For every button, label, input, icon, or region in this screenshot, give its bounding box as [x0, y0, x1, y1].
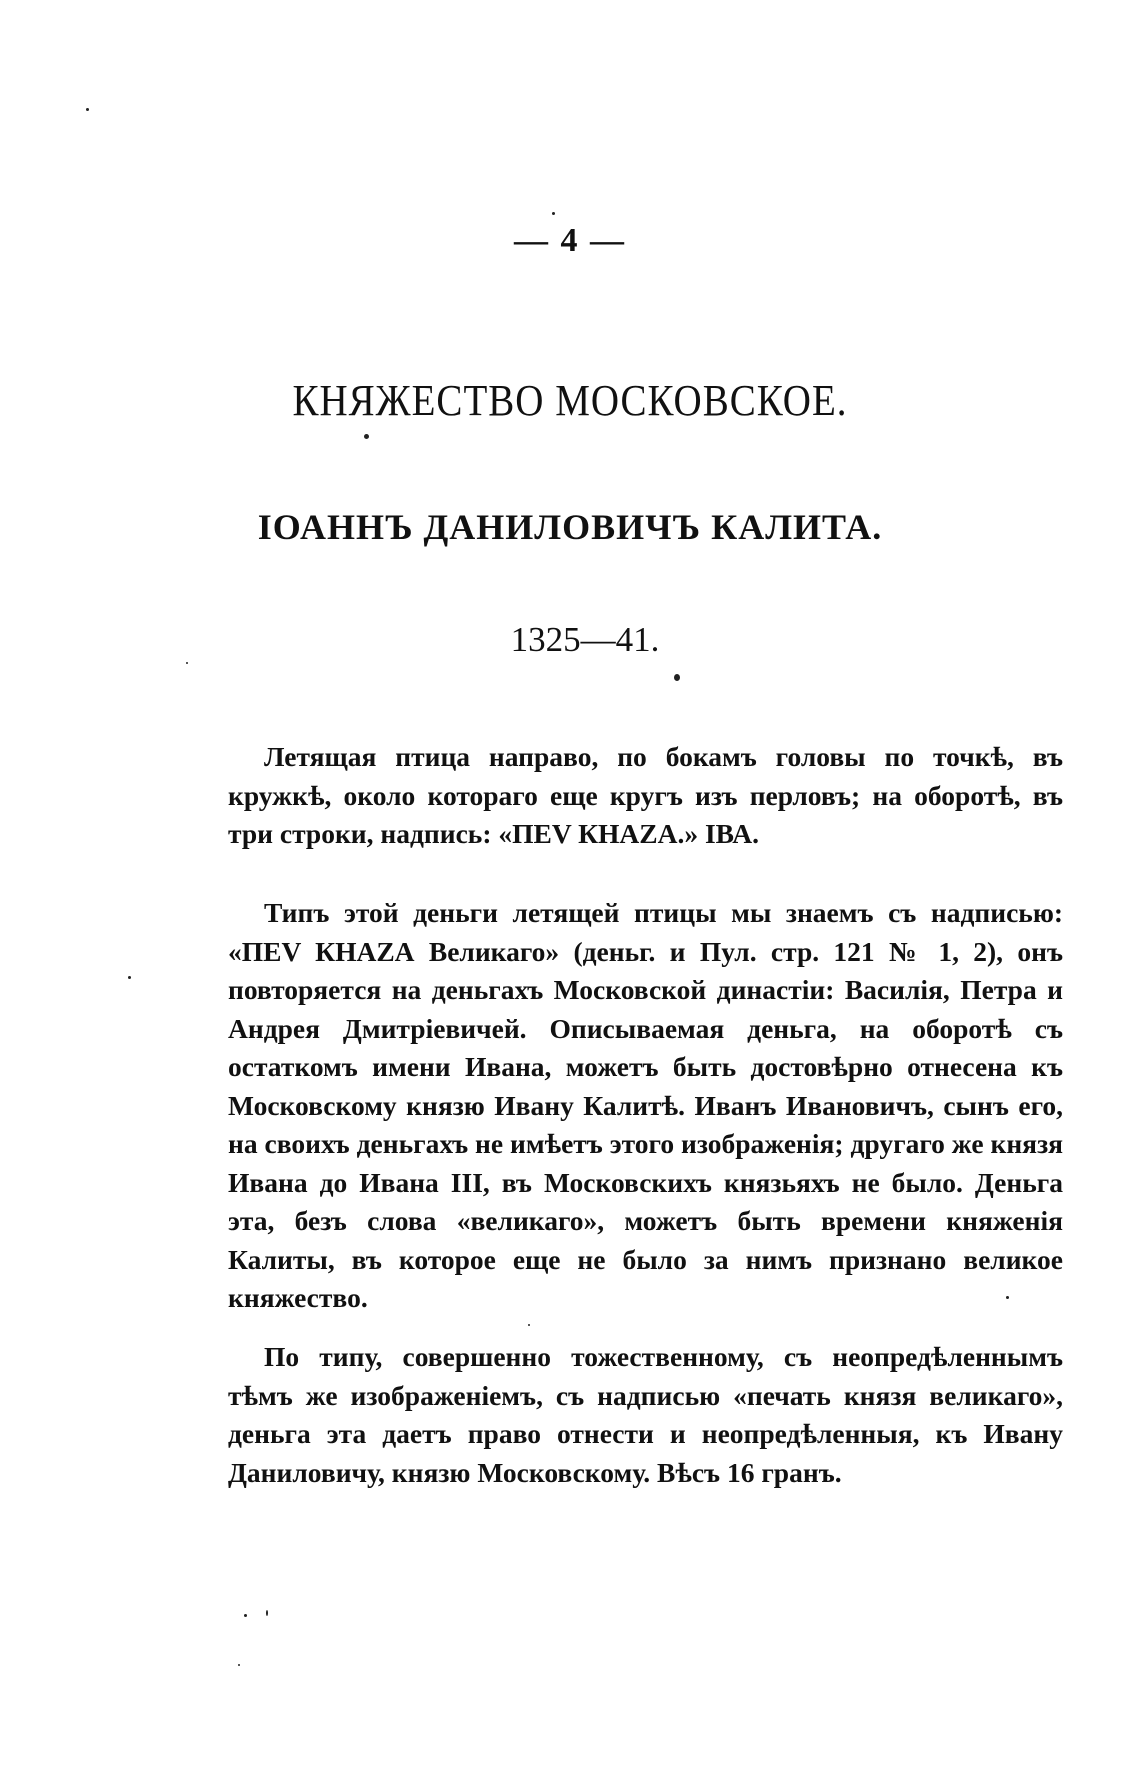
section-title: КНЯЖЕСТВО МОСКОВСКОЕ. [292, 375, 848, 426]
scan-speck [244, 1614, 247, 1617]
scan-speck [1006, 1296, 1009, 1299]
scan-speck [86, 108, 89, 111]
paragraph-type-attribution: Типъ этой деньги летящей птицы мы знаемъ съ надписью: «ПЕV КНАZА Великаго» (деньг. и Пул. стр. 121 № 1, 2), онъ повторяется на деньгахъ Московской династiи: Василiя, Петра и Андрея Дмитрiевичей. Описываемая деньга, на оборотѣ съ остаткомъ имени Ивана, можетъ быть достовѣрно отнесена къ Московскому князю Ивану Калитѣ. Иванъ Ивановичъ, сынъ его, на своихъ деньгахъ не имѣетъ этого изображенiя; другаго же князя Ивана до Ивана III, въ Московскихъ князьяхъ не было. Деньга эта, безъ слова «великаго», можетъ быть времени княженiя Калиты, въ которое еще не было за нимъ признано великое княжество. [228, 897, 1063, 1313]
scan-speck [266, 1610, 268, 1616]
scan-speck [186, 662, 188, 664]
scan-speck [552, 212, 555, 215]
scan-speck [674, 674, 680, 681]
scan-speck [238, 1664, 240, 1666]
scan-speck [528, 1324, 530, 1326]
paragraph-conclusion: По типу, совершенно тожественному, съ неопредѣленнымъ тѣмъ же изображенiемъ, съ надписью «печать князя великаго», деньга эта даетъ право отнести и неопредѣленныя, къ Ивану Даниловичу, князю Московскому. Вѣсъ 16 гранъ. [228, 1341, 1063, 1488]
ruler-title: IОАННЪ ДАНИЛОВИЧЪ КАЛИТА. [257, 507, 883, 547]
scan-speck [128, 976, 131, 979]
scan-speck [364, 434, 369, 439]
paragraph-coin-description: Летящая птица направо, по бокамъ головы по точкѣ, въ кружкѣ, около котораго еще кругъ изъ перловъ; на оборотѣ, въ три строки, надпись: «ПЕV КНАZА.» IВА. [228, 741, 1063, 849]
page-number: — 4 — [514, 222, 626, 259]
reign-dates: 1325—41. [510, 620, 660, 659]
